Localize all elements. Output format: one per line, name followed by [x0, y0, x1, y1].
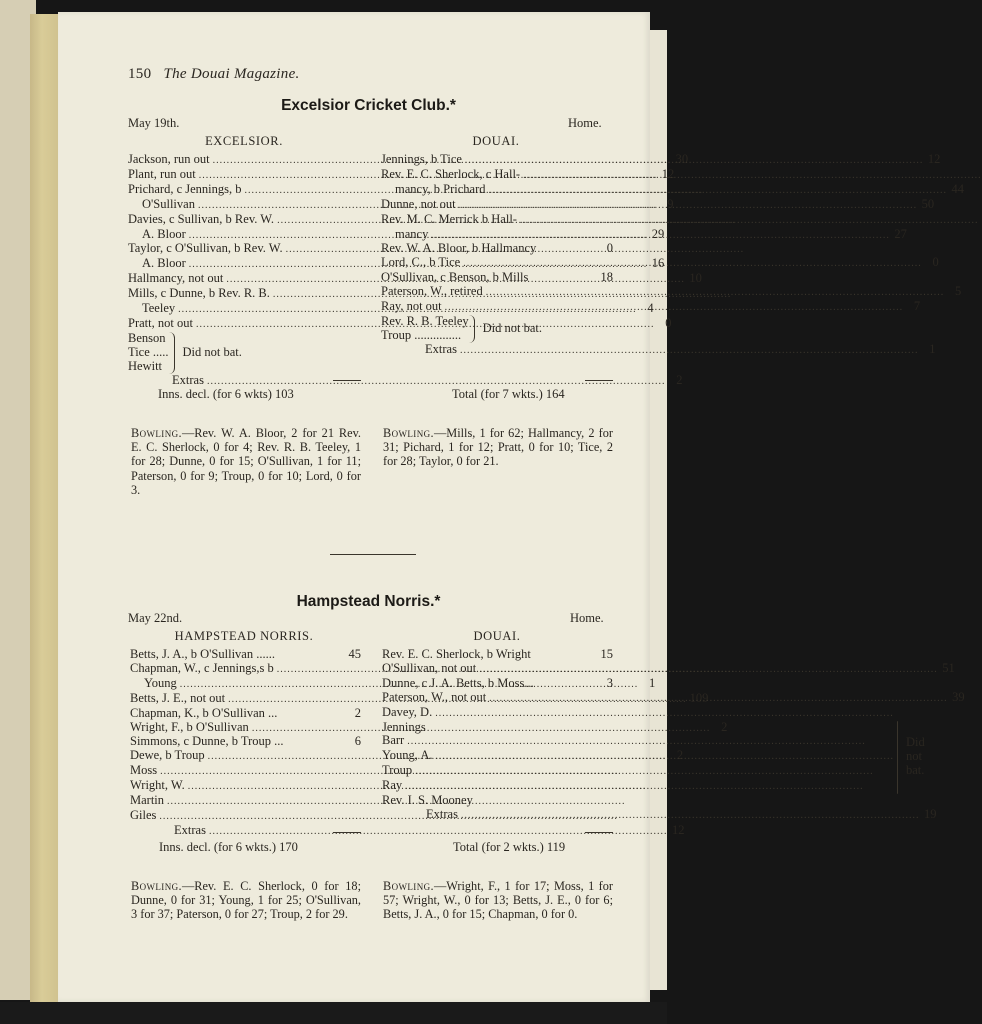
batting-row [381, 242, 613, 256]
dot-leader [435, 707, 894, 721]
runs-score: 10 [689, 271, 702, 286]
bowling-figures: —Rev. E. C. Sherlock, 0 for 18; Dunne, 0 for 31; Young, 1 for 25; O'Sullivan, 3 for 37; Paterson, 0 for 27; Troup, 2 for 29. [131, 879, 361, 922]
batsman-entry: mancy, b Prichard [395, 181, 486, 196]
match-venue: Home. [568, 116, 602, 130]
match-title: Hampstead Norris.* [296, 593, 441, 610]
batting-row [130, 779, 361, 794]
batsman-entry: Moss [130, 763, 158, 778]
dot-leader [445, 301, 904, 315]
dot-leader [405, 780, 894, 794]
batting-row [381, 299, 921, 315]
batting-row [128, 332, 169, 346]
dot-leader [407, 735, 894, 749]
batsman-entry: Troup ............... [381, 327, 462, 342]
runs-score: 30 [675, 152, 689, 166]
dot-leader [523, 166, 982, 183]
runs-score: 2 [721, 719, 728, 734]
batsman-entry: Rev. W. A. Bloor, b Hallmancy [381, 241, 537, 256]
batsman-entry: Chapman, K., b O'Sullivan ... [130, 705, 278, 720]
runs-score: 0 [932, 255, 939, 270]
runs-score: 109 [689, 690, 709, 705]
batting-row [128, 213, 361, 228]
batsman-entry: Jennings, b Tice [381, 152, 462, 166]
batting-row [128, 242, 361, 257]
batsman-entry: Plant, run out [128, 166, 196, 181]
batsman-entry: Tice ..... [128, 344, 169, 359]
did-not-bat-names [128, 332, 169, 374]
batsman-entry: mancy [395, 226, 429, 241]
batting-row [381, 213, 613, 228]
left-team-name: HAMPSTEAD NORRIS. [174, 629, 314, 643]
batsman-entry: Martin [130, 793, 165, 808]
magazine-title: The Douai Magazine. [163, 66, 300, 82]
batting-row [382, 764, 897, 779]
bowling-heading: Bowling. [131, 879, 182, 893]
dot-leader [465, 154, 924, 168]
batsman-entry: Pratt, not out [128, 315, 193, 330]
batsman-entry: Davies, c Sullivan, b Rev. W. [128, 211, 275, 226]
extras-label: Extras [172, 372, 204, 387]
batting-row [130, 735, 361, 749]
extras-label: Extras [426, 806, 458, 821]
dot-leader [431, 226, 890, 243]
dot-leader [479, 663, 938, 677]
total-rule-right [585, 832, 613, 833]
bowling-heading: Bowling. [383, 879, 434, 893]
match-title: Excelsior Cricket Club.* [281, 97, 456, 114]
runs-score: 16 [651, 256, 665, 271]
batting-row [128, 183, 361, 198]
batsman-entry: Betts, J. E., not out [130, 690, 226, 705]
bowling-right [383, 879, 613, 922]
runs-score: 5 [954, 284, 962, 299]
runs-score: 50 [921, 196, 935, 211]
did-not-bat-names [381, 315, 469, 343]
page-number: 150 [128, 66, 152, 82]
book-gutter [30, 14, 60, 1002]
runs-score: 6 [354, 734, 361, 749]
running-header [128, 66, 300, 83]
batsman-entry: Dunne, not out [381, 196, 456, 211]
batsman-entry: Davey, D. [382, 704, 433, 719]
batsman-entry: Jennings [382, 719, 426, 734]
batsman-entry: Dewe, b Troup [130, 748, 205, 763]
batting-row [381, 181, 964, 198]
bowling-left [131, 426, 361, 497]
batting-row [130, 764, 361, 779]
batting-row [382, 660, 955, 677]
extras-row [130, 822, 685, 839]
dot-leader [489, 692, 948, 706]
extras-label: Extras [425, 341, 457, 356]
section-divider [330, 554, 416, 555]
batsman-entry: Simmons, c Dunne, b Troup ... [130, 734, 284, 749]
batting-row [382, 794, 613, 808]
batsman-entry: Young [144, 675, 177, 690]
batsman-entry: Hallmancy, not out [128, 271, 224, 286]
did-not-bat-group [382, 719, 925, 795]
extras-row [382, 806, 937, 823]
batsman-entry: Rev. I. S. Mooney [382, 793, 473, 808]
batting-row [381, 329, 469, 343]
total-rule-left [333, 380, 361, 381]
batsman-entry: Dunne, c J. A. Betts, b Moss... [382, 675, 534, 690]
did-not-bat-label: Did not bat. [482, 320, 543, 335]
did-not-bat-label: Did not bat. [182, 344, 242, 359]
dot-leader [486, 286, 945, 300]
runs-score: 12 [927, 152, 941, 166]
dot-leader [463, 257, 922, 271]
bowling-right [383, 426, 613, 469]
dot-leader [459, 196, 918, 213]
brace-mark [169, 332, 175, 374]
batsman-entry: A. Bloor [142, 226, 186, 241]
runs-score: 51 [942, 660, 955, 675]
match-venue: Home. [570, 611, 604, 625]
runs-score: 15 [600, 647, 613, 661]
left-team-name: EXCELSIOR. [205, 134, 283, 148]
runs-score: 0 [665, 315, 672, 330]
innings-total-right: Total (for 7 wkts.) 164 [452, 387, 565, 401]
dot-leader [436, 750, 895, 764]
extras-score: 2 [676, 372, 683, 387]
batsman-entry: Hewitt [128, 358, 163, 373]
match-date: May 19th. [128, 116, 180, 130]
batsman-entry: O'Sullivan, c Benson, b Mills [381, 270, 529, 285]
runs-score: 27 [894, 226, 907, 241]
batsman-entry: Giles [130, 807, 157, 822]
runs-score: 9 [667, 196, 674, 211]
batting-row [130, 648, 361, 662]
extras-row [381, 341, 936, 358]
batting-row [382, 721, 897, 735]
runs-score: 0 [606, 241, 613, 256]
right-team-name: DOUAI. [472, 134, 520, 148]
dot-leader [460, 344, 919, 358]
batting-row [128, 346, 169, 360]
brace-mark [897, 721, 898, 795]
batsman-entry: Jackson, run out [128, 152, 210, 166]
batsman-entry: Rev. E. C. Sherlock, c Hall- [381, 166, 521, 181]
runs-score: 29 [651, 226, 665, 241]
batting-row [382, 648, 613, 662]
batsman-entry: Prichard, c Jennings, b [128, 181, 242, 196]
batsman-entry: Paterson, W., not out [382, 689, 487, 704]
bowling-figures: —Rev. W. A. Bloor, 2 for 21 Rev. E. C. Sherlock, 0 for 4; Rev. R. B. Teeley, 1 for 28; Dunne, 0 for 15; O'Sullivan, 1 for 11; Paterson, 0 for 9; Troup, 0 for 10; Lord, 0 for 3. [131, 426, 361, 497]
dot-leader [461, 809, 920, 823]
extras-score: 19 [923, 806, 937, 821]
batsman-entry: Wright, F., b O'Sullivan [130, 719, 249, 734]
extras-score: 1 [929, 341, 936, 356]
batsman-entry: Rev. R. B. Teeley [381, 313, 469, 328]
batting-row [381, 284, 962, 300]
batting-row [382, 749, 897, 764]
bowling-heading: Bowling. [383, 426, 434, 440]
bowling-figures: —Mills, 1 for 62; Hallmancy, 2 for 31; Pichard, 1 for 12; Pratt, 0 for 10; Tice, 2 for 28; Taylor, 0 for 21. [383, 426, 613, 469]
batting-row [381, 196, 935, 213]
runs-score: 12 [661, 166, 675, 181]
bowling-figures: —Wright, F., 1 for 17; Moss, 1 for 57; Wright, W., 0 for 13; Betts, J. E., 0 for 6; Betts, J. A., 0 for 15; Chapman, 0 for 0. [383, 879, 613, 922]
innings-total-right: Total (for 2 wkts.) 119 [453, 840, 566, 854]
batting-row [130, 809, 361, 824]
batting-row [382, 734, 897, 749]
batting-row [382, 706, 613, 721]
batsman-entry: Wright, W. [130, 778, 185, 793]
did-not-bat-group [381, 315, 613, 343]
match-date: May 22nd. [128, 611, 183, 625]
extras-label: Extras [174, 822, 206, 837]
batting-row [381, 315, 469, 329]
bowling-left [131, 879, 361, 922]
total-rule-left [333, 832, 361, 833]
runs-score: 1 [649, 675, 656, 690]
batsman-entry: Lord, C., b Tice [381, 255, 461, 270]
batting-row [130, 707, 361, 721]
batsman-entry: Mills, c Dunne, b Rev. R. B. [128, 286, 270, 301]
runs-score: 39 [952, 689, 965, 704]
batting-row [130, 662, 361, 677]
batsman-entry: O'Sullivan [142, 196, 195, 211]
runs-score: 44 [951, 181, 964, 196]
batting-row [382, 779, 897, 794]
dot-leader [520, 214, 979, 228]
batsman-entry: Rev. M. C. Merrick b Hall- [381, 211, 517, 226]
runs-score: 4 [647, 301, 654, 316]
batsman-entry: O'Sullivan, not out [382, 660, 477, 675]
brace-mark [469, 315, 475, 343]
bowling-heading: Bowling. [131, 426, 182, 440]
did-not-bat-names [382, 721, 897, 795]
batsman-entry: Teeley [142, 301, 176, 316]
batsman-entry: Ray [382, 778, 403, 793]
batsman-entry: Taylor, c O'Sullivan, b Rev. W. [128, 241, 283, 256]
runs-score: 2 [676, 748, 684, 763]
batsman-entry: Betts, J. A., b O'Sullivan ...... [130, 647, 275, 661]
innings-total-left: Inns. decl. (for 6 wkts) 103 [158, 387, 294, 401]
runs-score: 7 [913, 299, 921, 314]
total-rule-right [585, 380, 613, 381]
batting-row [128, 360, 169, 374]
batting-row [381, 271, 613, 285]
batsman-entry: Barr [382, 733, 405, 748]
extras-score: 12 [671, 822, 685, 837]
did-not-bat-group [128, 332, 361, 374]
batsman-entry: Benson [128, 330, 166, 345]
did-not-bat-label: Did not bat. [906, 735, 925, 778]
scan-bottom-band [0, 1002, 667, 1024]
dot-leader [488, 184, 947, 198]
batsman-entry: Young, A. [382, 748, 433, 763]
runs-score: 3 [606, 675, 613, 690]
batting-row [381, 168, 613, 183]
runs-score: 45 [348, 647, 361, 661]
batsman-entry: A. Bloor [142, 256, 186, 271]
batting-row [130, 794, 361, 809]
batsman-entry: Paterson, W., retired [381, 284, 483, 299]
batsman-entry: Ray, not out [381, 299, 442, 314]
batting-row [128, 287, 361, 302]
runs-score: 18 [600, 270, 613, 285]
batsman-entry: Troup [382, 763, 413, 778]
runs-score: 2 [354, 705, 361, 720]
right-team-name: DOUAI. [473, 629, 521, 643]
innings-total-left: Inns. decl. (for 6 wkts.) 170 [159, 840, 298, 854]
batting-row [382, 677, 613, 691]
batsman-entry: Rev. E. C. Sherlock, b Wright [382, 647, 531, 661]
dot-leader [415, 765, 894, 779]
batsman-entry: Chapman, W., c Jennings,s b [130, 660, 274, 675]
